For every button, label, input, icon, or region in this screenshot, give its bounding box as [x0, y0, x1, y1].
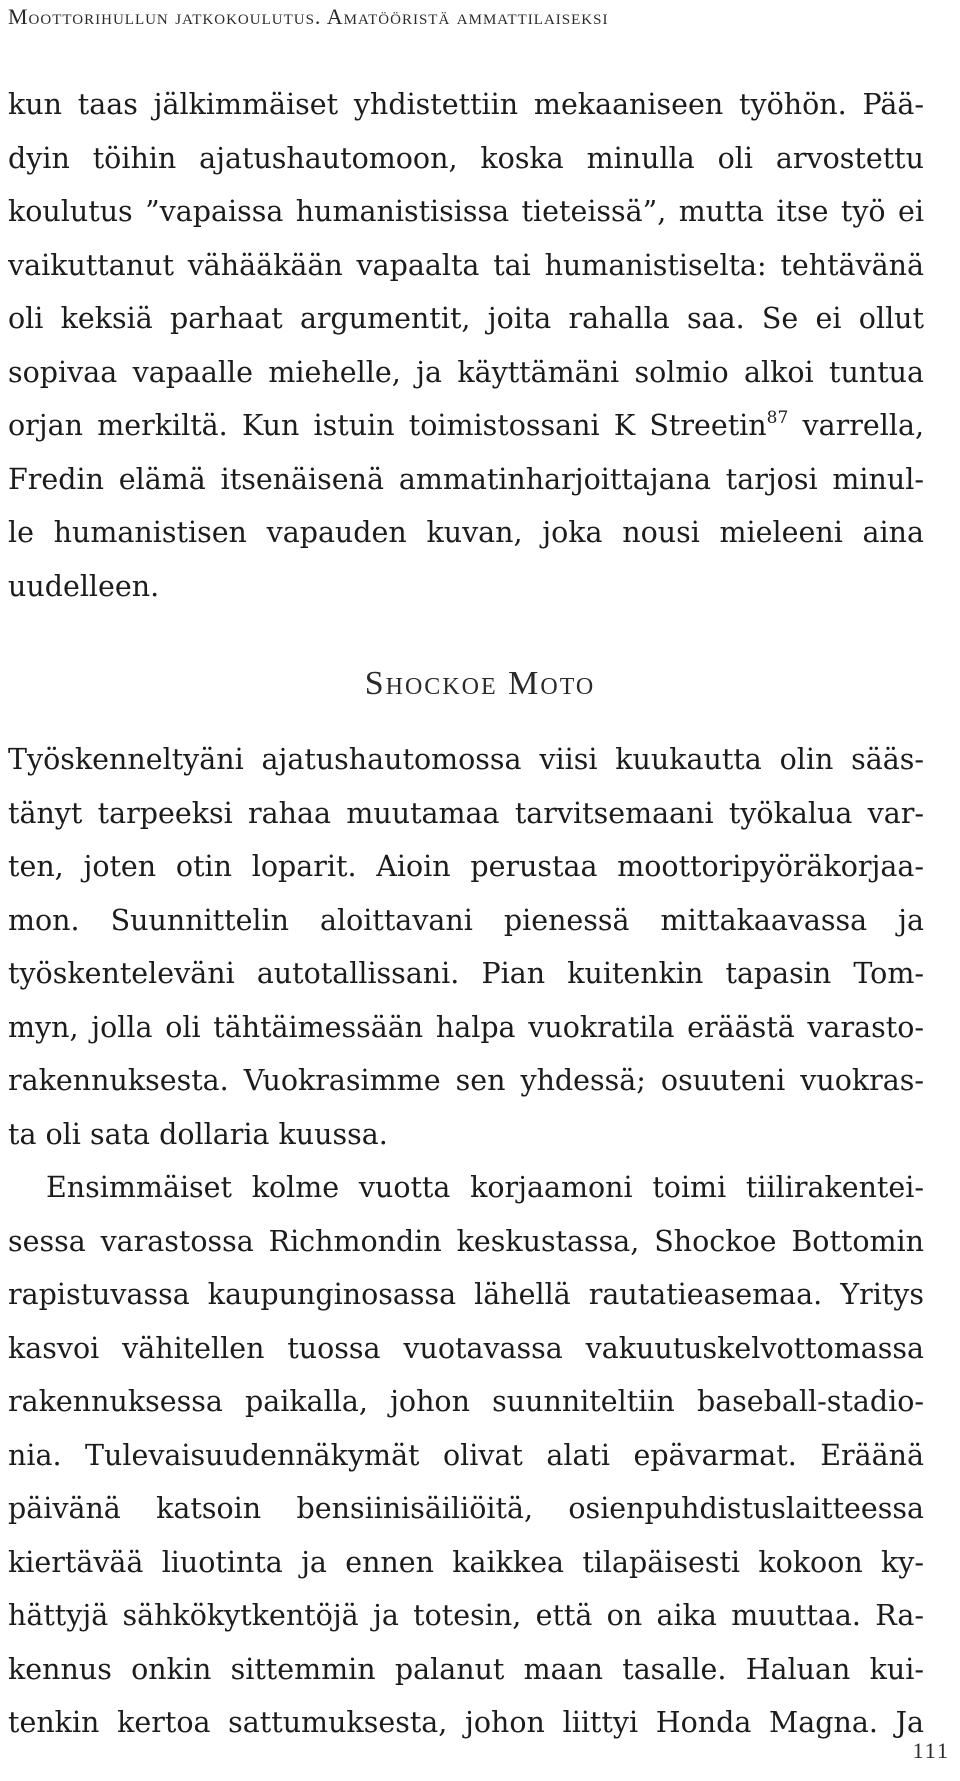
text-line: kiertävää liuotinta ja ennen kaikkea tilapäisesti kokoon ky-: [8, 1545, 924, 1579]
section-heading: Shockoe Moto: [364, 665, 596, 702]
running-head: Moottorihullun jatkokoulutus. Amatööristä ammattilaiseksi: [8, 4, 609, 29]
text-line: uudelleen.: [8, 569, 160, 603]
text-fragment: varrella,: [788, 409, 924, 442]
text-line-with-footnote: [8, 399, 924, 453]
text-line: tänyt tarpeeksi rahaa muutamaa tarvitsemaani työkalua var-: [8, 796, 924, 830]
text-line: rapistuvassa kaupunginosassa lähellä rautatieasemaa. Yritys: [8, 1278, 924, 1311]
section-paragraph-2: [8, 1161, 924, 1750]
text-line: ten, joten otin loparit. Aioin perustaa moottoripyöräkorjaa-: [8, 850, 924, 883]
text-line: myn, jolla oli tähtäimessään halpa vuokratila eräästä varasto-: [8, 1010, 924, 1044]
text-line: hättyjä sähkökytkentöjä ja totesin, että on aika muuttaa. Ra-: [8, 1599, 924, 1632]
text-line: nia. Tulevaisuudennäkymät olivat alati epävarmat. Eräänä: [8, 1438, 924, 1472]
text-line: rakennuksesta. Vuokrasimme sen yhdessä; osuuteni vuokras-: [8, 1064, 924, 1097]
text-line: tenkin kertoa sattumuksesta, johon liittyi Honda Magna. Ja: [8, 1706, 924, 1739]
text-line: Fredin elämä itsenäisenä ammatinharjoittajana tarjosi minul-: [8, 462, 924, 496]
text-line: sopivaa vapaalle miehelle, ja käyttämäni solmio alkoi tuntua: [8, 355, 924, 389]
text-line: sessa varastossa Richmondin keskustassa, Shockoe Bottomin: [8, 1224, 924, 1258]
page-number: 111: [912, 1738, 950, 1763]
text-line: Ensimmäiset kolme vuotta korjaamoni toimi tiilirakentei-: [46, 1171, 924, 1204]
text-line: kennus onkin sittemmin palanut maan tasalle. Haluan kui-: [8, 1652, 924, 1686]
text-line: oli keksiä parhaat argumentit, joita rahalla saa. Se ei ollut: [8, 302, 924, 335]
intro-paragraph: [8, 78, 924, 613]
footnote-reference: 87: [766, 408, 789, 428]
text-line: päivänä katsoin bensiinisäiliöitä, osienpuhdistuslaitteessa: [8, 1492, 924, 1525]
text-line: mon. Suunnittelin aloittavani pienessä mittakaavassa ja: [8, 903, 924, 937]
text-line: Työskenneltyäni ajatushautomossa viisi kuukautta olin sääs-: [8, 743, 924, 776]
text-line: le humanistisen vapauden kuvan, joka nousi mieleeni aina: [8, 516, 924, 549]
text-line: koulutus ”vapaissa humanistisissa tieteissä”, mutta itse työ ei: [8, 195, 924, 228]
section-paragraph-1: [8, 733, 924, 1161]
text-line: vaikuttanut vähääkään vapaalta tai humanistiselta: tehtävänä: [8, 248, 924, 282]
text-line: rakennuksessa paikalla, johon suunniteltiin baseball-stadio-: [8, 1385, 924, 1418]
text-fragment: orjan merkiltä. Kun istuin toimistossani K Streetin: [8, 409, 767, 442]
text-line: kun taas jälkimmäiset yhdistettiin mekaaniseen työhön. Pää-: [8, 88, 924, 121]
text-line: ta oli sata dollaria kuussa.: [8, 1117, 388, 1151]
text-line: työskenteleväni autotallissani. Pian kuitenkin tapasin Tom-: [8, 957, 924, 990]
text-line: dyin töihin ajatushautomoon, koska minulla oli arvostettu: [8, 141, 924, 175]
text-line: kasvoi vähitellen tuossa vuotavassa vakuutuskelvottomassa: [8, 1331, 924, 1365]
